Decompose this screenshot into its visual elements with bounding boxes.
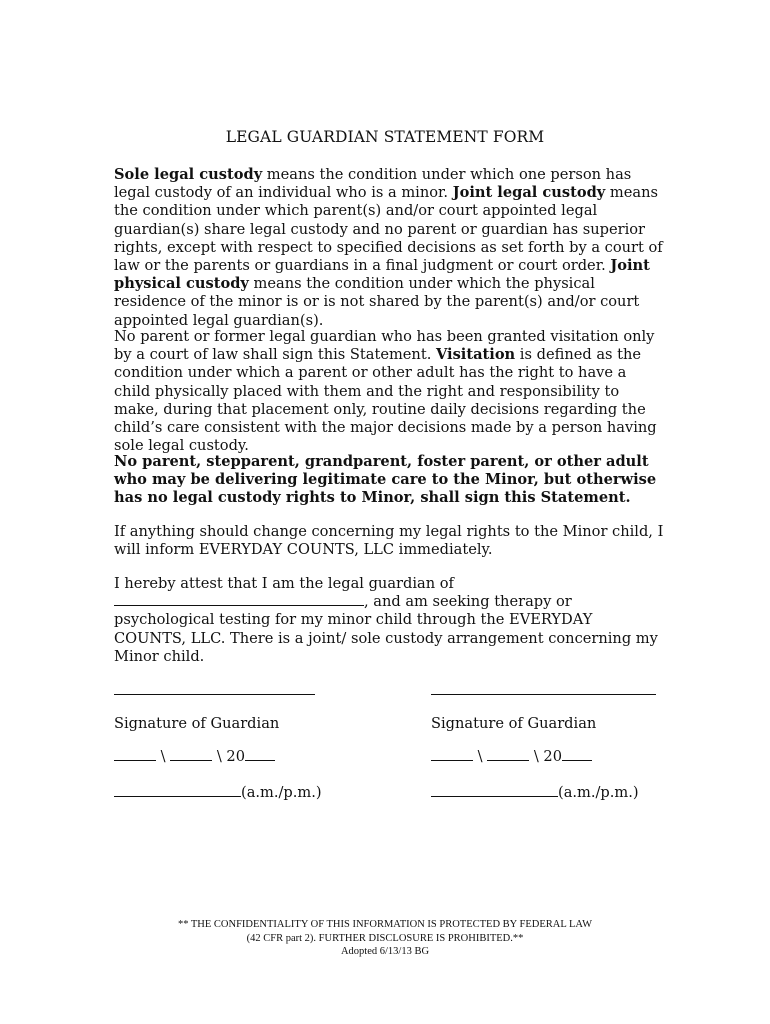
definition-joint-legal-custody: means the condition under which parent(s) and/or court appointed legal guardian(s) share legal custody and no parent or guardian has superior rights, except with respect to specified decisions as set forth by a court of law or the parents or guardians in a final judgment or court order.	[114, 184, 663, 275]
signature-line-left[interactable]	[114, 694, 315, 695]
signature-label-right: Signature of Guardian	[431, 715, 597, 732]
paragraph-inform-changes	[114, 523, 664, 559]
footer-line-3: Adopted 6/13/13 BG	[340, 946, 430, 957]
time-field-right[interactable]	[431, 785, 558, 797]
paragraph-visitation	[114, 328, 664, 455]
date-year-field-left[interactable]	[245, 749, 275, 761]
year-prefix: 20	[226, 748, 245, 765]
visitation-intro: No parent or former legal guardian who has been granted visitation only by a court of law shall sign this Statement.	[114, 328, 655, 364]
minor-name-field[interactable]	[114, 593, 364, 606]
no-custody-warning-text: No parent, stepparent, grandparent, foster parent, or other adult who may be delivering legitimate care to the Minor, but otherwise has no legal custody rights to Minor, shall sign this Statement.	[114, 453, 657, 507]
definition-sole-legal-custody: means the condition under which one person has legal custody of an individual who is a minor.	[114, 166, 632, 202]
paragraph-no-custody-warning	[114, 453, 664, 508]
time-suffix: (a.m./p.m.)	[558, 784, 639, 801]
paragraph-attestation	[114, 575, 664, 666]
date-month-field-right[interactable]	[431, 749, 473, 761]
date-row-left	[114, 748, 275, 765]
date-separator: \	[212, 748, 227, 765]
attestation-intro: I hereby attest that I am the legal guardian of	[114, 575, 454, 592]
definition-joint-physical-custody: means the condition under which the physical residence of the minor is or is not shared by the parent(s) and/or court appointed legal guardian(s).	[114, 275, 640, 329]
year-prefix: 20	[543, 748, 562, 765]
inform-changes-text: If anything should change concerning my legal rights to the Minor child, I will inform EVERYDAY COUNTS, LLC immediately.	[114, 523, 664, 559]
footer-line-2: (42 CFR part 2). FURTHER DISCLOSURE IS PROHIBITED.**	[246, 932, 524, 944]
date-day-field-right[interactable]	[487, 749, 529, 761]
date-separator: \	[156, 748, 171, 765]
date-day-field-left[interactable]	[170, 749, 212, 761]
date-row-right	[431, 748, 592, 765]
confidentiality-footer	[0, 918, 770, 959]
time-row-right	[431, 784, 639, 801]
attestation-rest: and am seeking therapy or psychological testing for my minor child through the EVERYDAY COUNTS, LLC. There is a joint/ sole custody arrangement concerning my Minor child.	[114, 593, 658, 665]
term-joint-physical-custody: Joint physical custody	[114, 257, 650, 293]
date-month-field-left[interactable]	[114, 749, 156, 761]
paragraph-custody-definitions	[114, 166, 664, 330]
time-field-left[interactable]	[114, 785, 241, 797]
term-joint-legal-custody: Joint legal custody	[452, 184, 606, 202]
date-year-field-right[interactable]	[562, 749, 592, 761]
signature-line-right[interactable]	[431, 694, 656, 695]
date-separator: \	[473, 748, 488, 765]
time-row-left	[114, 784, 322, 801]
form-title: LEGAL GUARDIAN STATEMENT FORM	[225, 128, 545, 146]
term-sole-legal-custody: Sole legal custody	[114, 166, 263, 183]
time-suffix: (a.m./p.m.)	[241, 784, 322, 801]
signature-label-left: Signature of Guardian	[114, 715, 280, 732]
attestation-comma: ,	[364, 593, 369, 611]
date-separator: \	[529, 748, 544, 765]
definition-visitation: is defined as the condition under which a parent or other adult has the right to have a child physically placed with them and the right and responsibility to make, during that placement only, routine daily decisions regarding the child’s care consistent with the major decisions made by a person having sole legal custody.	[114, 346, 657, 455]
footer-line-1: ** THE CONFIDENTIALITY OF THIS INFORMATION IS PROTECTED BY FEDERAL LAW	[177, 919, 593, 930]
term-visitation: Visitation	[435, 346, 516, 364]
